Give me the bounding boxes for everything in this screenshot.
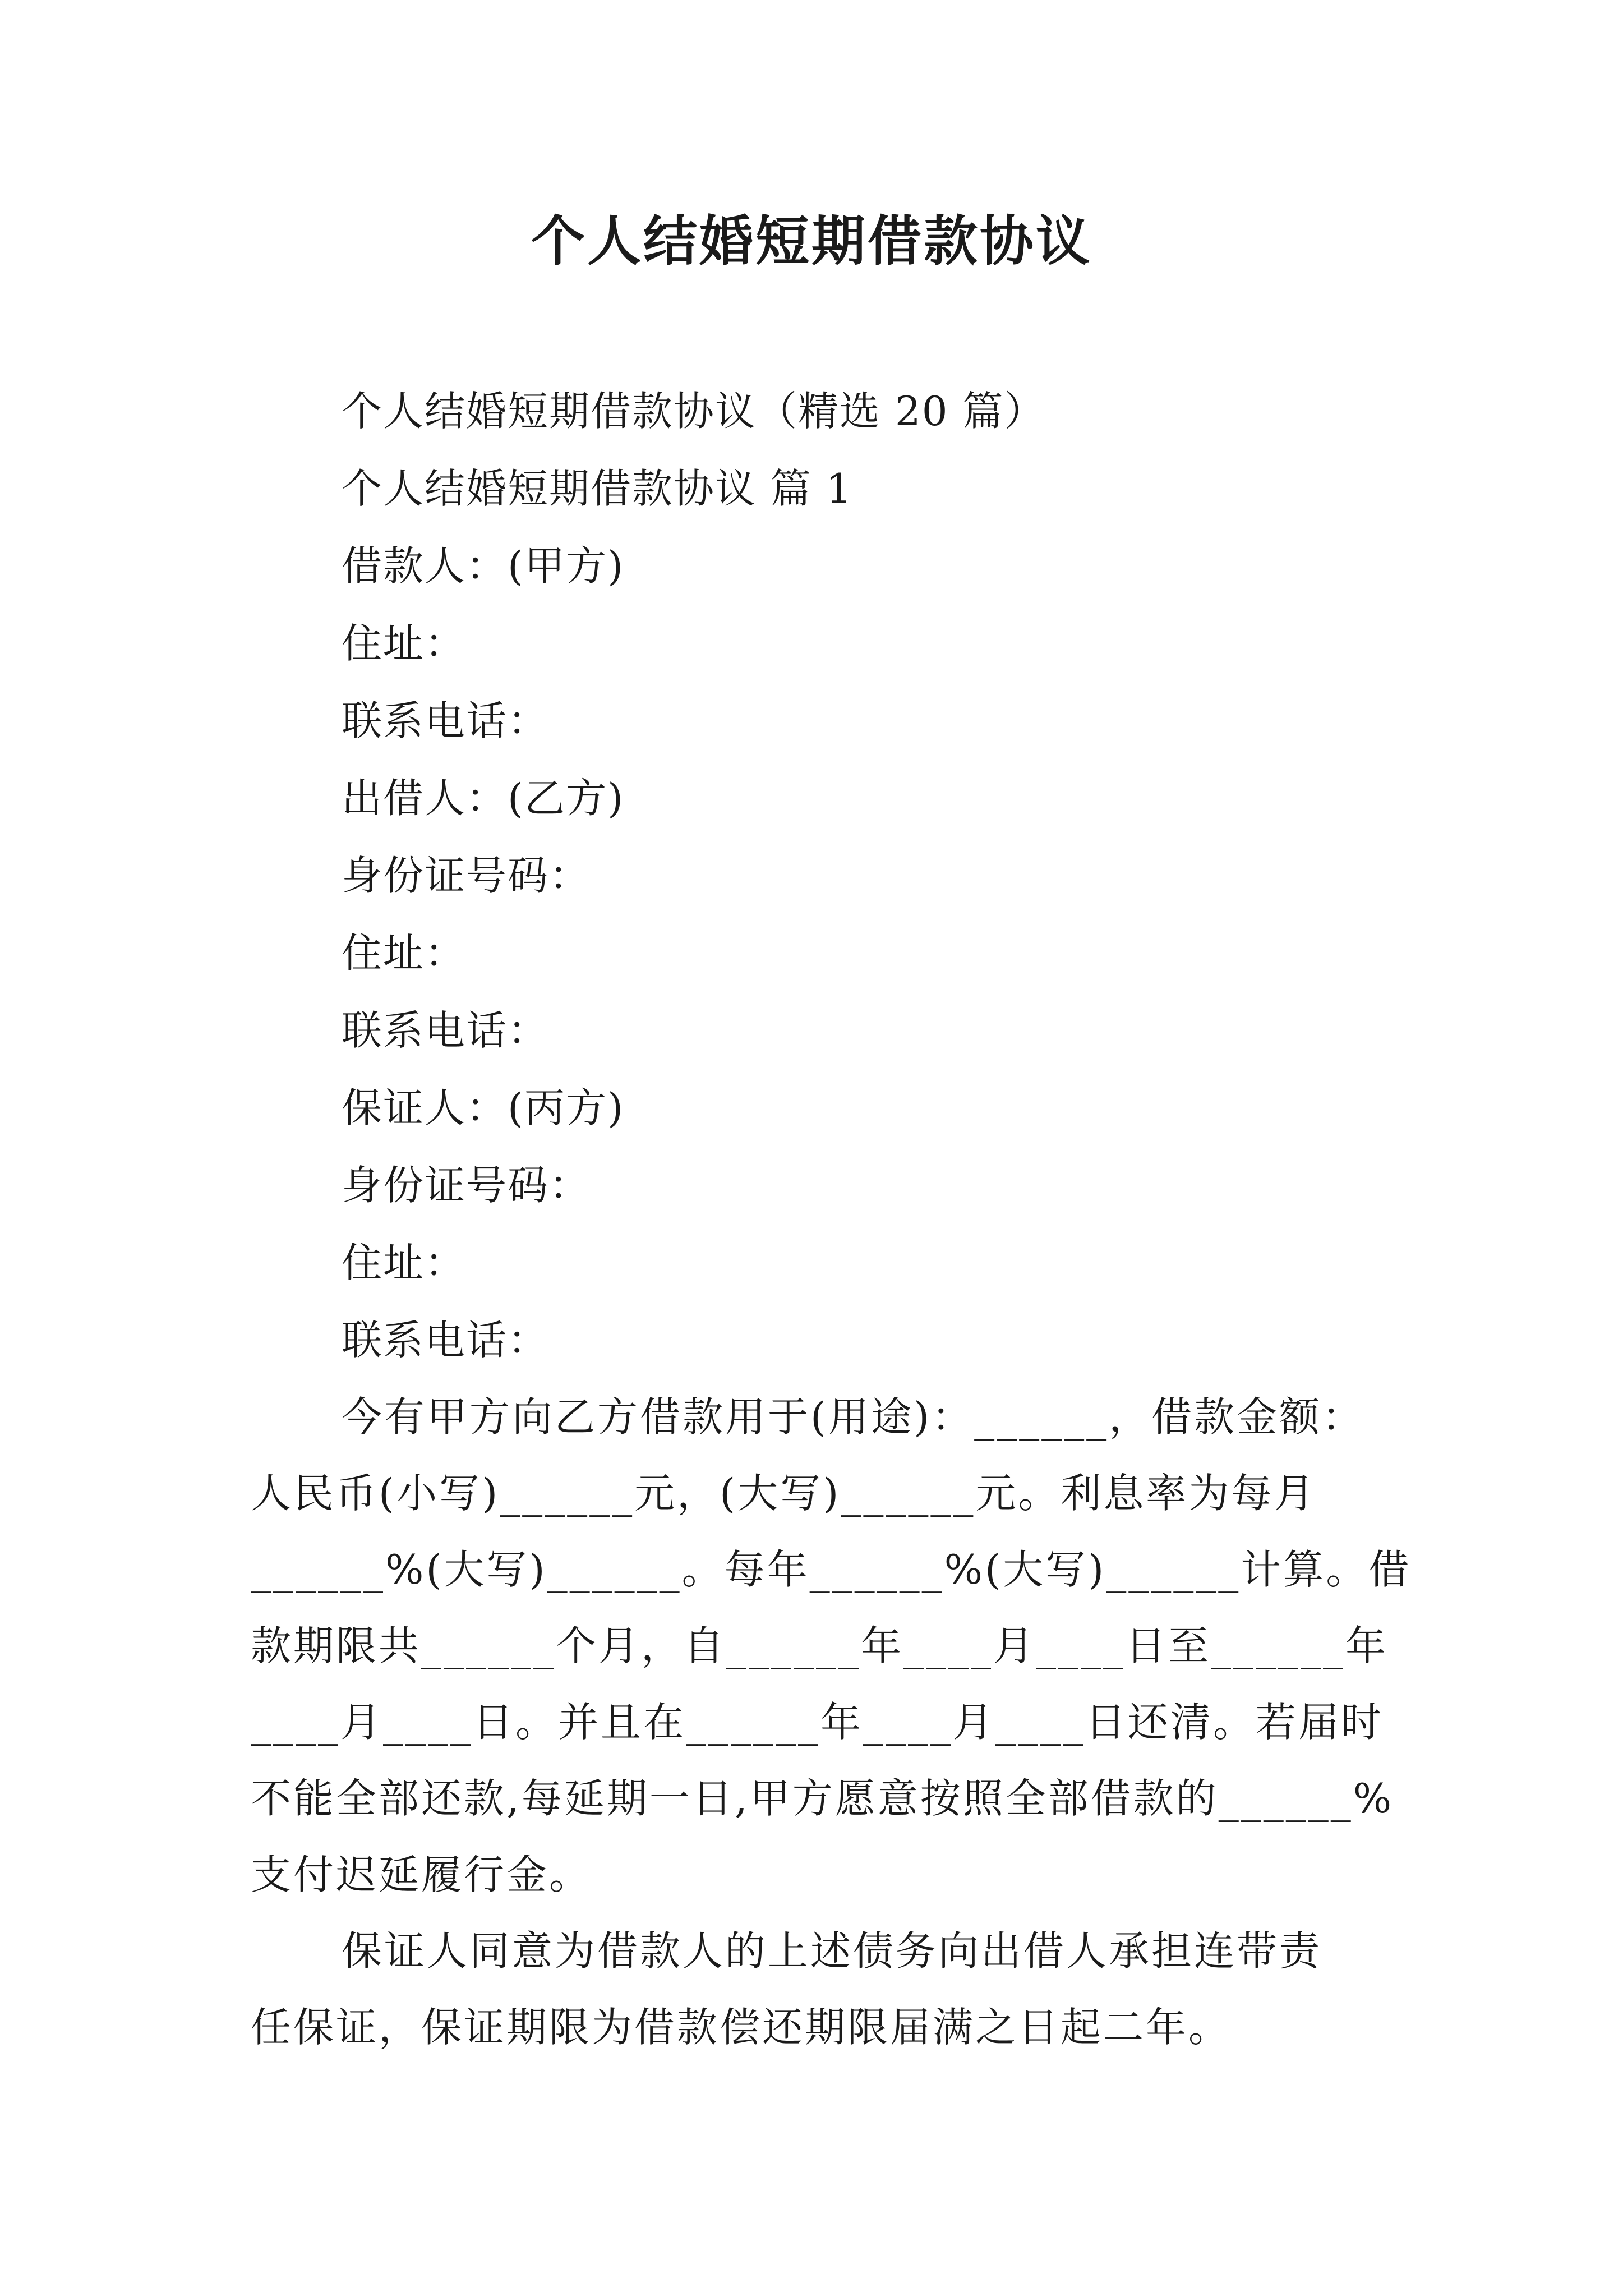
loan-terms-row: 支付迟延履行金。	[251, 1851, 592, 1898]
borrower-label: 借款人：(甲方)	[342, 542, 625, 590]
loan-terms-row: 今有甲方向乙方借款用于(用途)：______，借款金额：	[342, 1393, 1365, 1441]
document-body	[251, 372, 1412, 2065]
document-title: 个人结婚短期借款协议	[531, 209, 1092, 273]
section-heading: 个人结婚短期借款协议 篇 1	[342, 465, 853, 512]
loan-terms-row: 不能全部还款,每延期一日,甲方愿意按照全部借款的______%	[251, 1775, 1394, 1822]
lender-phone-label: 联系电话：	[342, 1007, 550, 1054]
guarantee-row: 任保证，保证期限为借款偿还期限届满之日起二年。	[251, 2004, 1232, 2051]
loan-terms-row: 人民币(小写)______元，(大写)______元。利息率为每月	[251, 1470, 1317, 1517]
loan-terms-paragraph	[251, 1379, 1412, 1913]
borrower-address-label: 住址：	[342, 620, 467, 667]
loan-terms-row: 款期限共______个月，自______年____月____日至______年	[251, 1622, 1389, 1669]
lender-address-label: 住址：	[342, 930, 467, 977]
loan-terms-row: ______%(大写)______。每年______%(大写)______计算。借	[251, 1546, 1412, 1593]
guarantee-paragraph	[251, 1913, 1406, 2065]
document-subtitle: 个人结婚短期借款协议（精选 20 篇）	[342, 388, 1046, 435]
guarantor-id-label: 身份证号码：	[342, 1162, 591, 1209]
loan-terms-row: ____月____日。并且在______年____月____日还清。若届时	[251, 1699, 1384, 1746]
borrower-phone-label: 联系电话：	[342, 697, 550, 744]
guarantor-phone-label: 联系电话：	[342, 1317, 550, 1364]
lender-id-label: 身份证号码：	[342, 852, 591, 899]
lender-label: 出借人：(乙方)	[342, 775, 625, 822]
guarantor-label: 保证人：(丙方)	[342, 1084, 625, 1131]
guarantee-row: 保证人同意为借款人的上述债务向出借人承担连带责	[342, 1927, 1322, 1975]
guarantor-address-label: 住址：	[342, 1239, 467, 1286]
